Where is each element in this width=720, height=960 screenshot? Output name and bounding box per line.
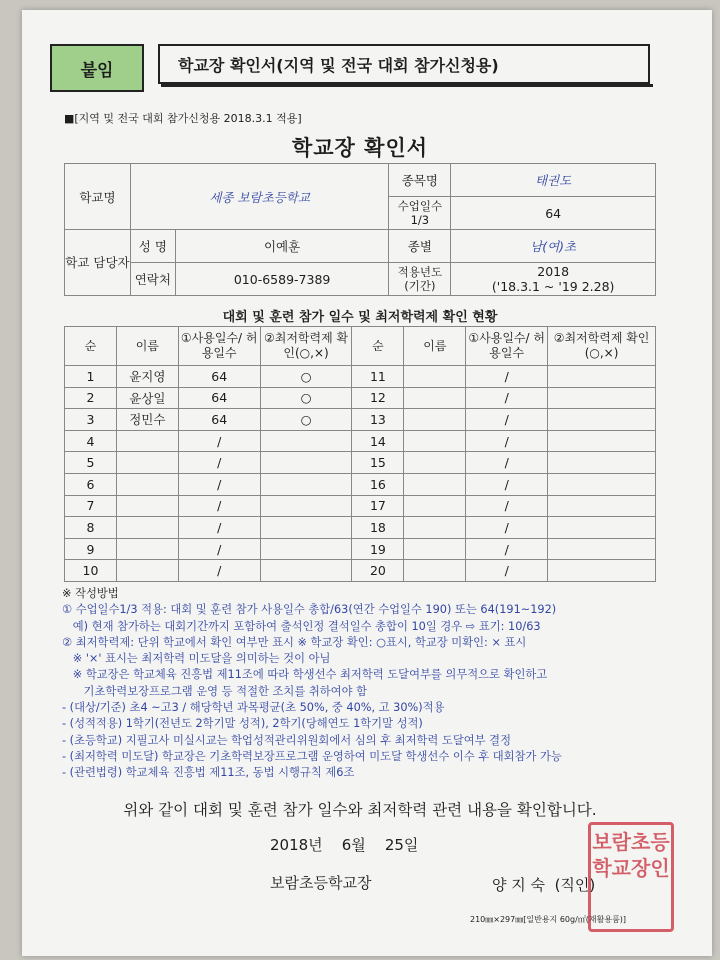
roster-cell-no: 17 bbox=[352, 495, 404, 517]
roster-cell-days: / bbox=[178, 430, 260, 452]
instruction-line: - (초등학교) 지필고사 미실시교는 학업성적관리위원회에서 심의 후 최저학력 도달여부 결정 bbox=[62, 733, 511, 747]
roster-cell-name bbox=[116, 517, 178, 539]
roster-cell-days: / bbox=[178, 495, 260, 517]
roster-cell-days: / bbox=[466, 409, 548, 431]
roster-cell-name bbox=[404, 409, 466, 431]
info-table bbox=[64, 163, 656, 296]
roster-cell-name bbox=[404, 452, 466, 474]
roster-cell-name bbox=[404, 495, 466, 517]
instruction-line: ※ 학교장은 학교체육 진흥법 제11조에 따라 학생선수 최저학력 도달여부를 의무적으로 확인하고 bbox=[62, 668, 548, 682]
roster-cell-days: / bbox=[466, 452, 548, 474]
table-row bbox=[65, 473, 656, 495]
document-title: 학교장 확인서 bbox=[291, 136, 429, 160]
contact-value: 010-6589-7389 bbox=[175, 263, 389, 296]
roster-cell-grade bbox=[548, 538, 656, 560]
header-no: 순 bbox=[352, 327, 404, 366]
table-row bbox=[65, 560, 656, 582]
roster-cell-grade: ○ bbox=[260, 366, 352, 388]
roster-cell-days: 64 bbox=[178, 409, 260, 431]
roster-cell-grade bbox=[260, 473, 352, 495]
staff-label: 학교 담당자 bbox=[65, 230, 131, 296]
school-head-title: 보람초등학교장 bbox=[270, 874, 372, 892]
instructions bbox=[62, 586, 672, 782]
table-row bbox=[65, 452, 656, 474]
roster-cell-grade bbox=[548, 452, 656, 474]
roster-cell-name bbox=[116, 473, 178, 495]
instruction-line: - (최저학력 미도달) 학교장은 기초학력보장프로그램 운영하여 미도달 학생선수 이수 후 대회참가 가능 bbox=[62, 749, 562, 763]
roster-cell-grade bbox=[260, 495, 352, 517]
seal-label: (직인) bbox=[554, 876, 596, 894]
roster-table bbox=[64, 326, 656, 582]
roster-cell-name bbox=[404, 430, 466, 452]
roster-cell-no: 16 bbox=[352, 473, 404, 495]
roster-cell-days: / bbox=[466, 538, 548, 560]
roster-cell-name bbox=[116, 430, 178, 452]
roster-cell-name bbox=[116, 538, 178, 560]
instruction-line: ① 수업일수1/3 적용: 대회 및 훈련 참가 사용일수 총합/63(연간 수업일수 190) 또는 64(191~192) bbox=[62, 603, 557, 617]
header-grade: ②최저학력제 확인(○,×) bbox=[260, 327, 352, 366]
header-days: ①사용일수/ 허용일수 bbox=[178, 327, 260, 366]
header-days: ①사용일수/ 허용일수 bbox=[466, 327, 548, 366]
roster-cell-name bbox=[404, 366, 466, 388]
year-cell bbox=[451, 263, 656, 296]
roster-cell-no: 1 bbox=[65, 366, 117, 388]
header-name: 이름 bbox=[116, 327, 178, 366]
roster-cell-grade bbox=[260, 560, 352, 582]
gender-value: 남(여)초 bbox=[451, 230, 656, 263]
roster-cell-no: 3 bbox=[65, 409, 117, 431]
roster-cell-days: / bbox=[466, 495, 548, 517]
contact-label: 연락처 bbox=[130, 263, 175, 296]
header-box: 학교장 확인서(지역 및 전국 대회 참가신청용) bbox=[158, 44, 650, 84]
roster-cell-days: / bbox=[178, 538, 260, 560]
school-label: 학교명 bbox=[65, 164, 131, 230]
header-name: 이름 bbox=[404, 327, 466, 366]
roster-cell-no: 14 bbox=[352, 430, 404, 452]
roster-cell-no: 10 bbox=[65, 560, 117, 582]
roster-cell-grade bbox=[548, 517, 656, 539]
name-value: 이예훈 bbox=[175, 230, 389, 263]
official-seal-stamp: 보람초등 학교장인 bbox=[588, 822, 674, 932]
event-label: 종목명 bbox=[389, 164, 451, 197]
roster-cell-name: 정민수 bbox=[116, 409, 178, 431]
table-row bbox=[65, 538, 656, 560]
table-row bbox=[65, 409, 656, 431]
roster-cell-days: / bbox=[178, 473, 260, 495]
roster-cell-grade bbox=[548, 366, 656, 388]
roster-cell-name bbox=[404, 560, 466, 582]
table-row bbox=[65, 495, 656, 517]
roster-cell-days: / bbox=[178, 560, 260, 582]
roster-cell-grade bbox=[548, 495, 656, 517]
instruction-line: ※ '×' 표시는 최저학력 미도달을 의미하는 것이 아님 bbox=[62, 652, 331, 666]
paper-spec-footer: 210㎜×297㎜[일반용지 60g/㎡(재활용품)] bbox=[470, 915, 627, 924]
roster-cell-no: 5 bbox=[65, 452, 117, 474]
roster-cell-days: / bbox=[466, 517, 548, 539]
roster-cell-grade: ○ bbox=[260, 409, 352, 431]
roster-cell-no: 18 bbox=[352, 517, 404, 539]
days-label: 수업일수 1/3 bbox=[389, 197, 451, 230]
roster-cell-name bbox=[116, 452, 178, 474]
roster-cell-days: / bbox=[466, 560, 548, 582]
roster-cell-days: 64 bbox=[178, 366, 260, 388]
instruction-line: 예) 현재 참가하는 대회기간까지 포함하여 출석인정 결석일수 총합이 10일 경우 ⇨ 표기: 10/63 bbox=[62, 619, 541, 633]
roster-cell-name bbox=[404, 387, 466, 409]
roster-cell-no: 9 bbox=[65, 538, 117, 560]
roster-cell-no: 11 bbox=[352, 366, 404, 388]
roster-cell-no: 7 bbox=[65, 495, 117, 517]
roster-cell-name: 윤지영 bbox=[116, 366, 178, 388]
roster-cell-grade bbox=[260, 452, 352, 474]
roster-cell-name: 윤상일 bbox=[116, 387, 178, 409]
roster-cell-name bbox=[116, 495, 178, 517]
roster-cell-no: 2 bbox=[65, 387, 117, 409]
roster-cell-no: 12 bbox=[352, 387, 404, 409]
gender-label: 종별 bbox=[389, 230, 451, 263]
roster-cell-grade bbox=[548, 473, 656, 495]
year-value: 2018 bbox=[537, 264, 570, 279]
roster-cell-grade bbox=[260, 517, 352, 539]
roster-cell-days: / bbox=[466, 473, 548, 495]
header-no: 순 bbox=[65, 327, 117, 366]
roster-cell-no: 8 bbox=[65, 517, 117, 539]
subheader: ■[지역 및 전국 대회 참가신청용 2018.3.1 적용] bbox=[64, 112, 302, 125]
roster-cell-no: 4 bbox=[65, 430, 117, 452]
days-value: 64 bbox=[451, 197, 656, 230]
roster-cell-grade bbox=[260, 430, 352, 452]
instruction-line: ※ 작성방법 bbox=[62, 587, 119, 600]
roster-cell-name bbox=[116, 560, 178, 582]
roster-cell-grade bbox=[548, 409, 656, 431]
roster-cell-grade bbox=[548, 560, 656, 582]
roster-cell-days: / bbox=[466, 387, 548, 409]
roster-cell-grade: ○ bbox=[260, 387, 352, 409]
roster-cell-days: 64 bbox=[178, 387, 260, 409]
roster-cell-name bbox=[404, 538, 466, 560]
attachment-tag: 붙임 bbox=[50, 44, 144, 92]
instruction-line: 기초학력보장프로그램 운영 등 적절한 조치를 취하여야 함 bbox=[62, 684, 368, 698]
table-row bbox=[65, 387, 656, 409]
roster-cell-grade bbox=[548, 387, 656, 409]
roster-cell-days: / bbox=[466, 430, 548, 452]
year-label: 적용년도 (기간) bbox=[389, 263, 451, 296]
instruction-line: - (성적적용) 1학기(전년도 2학기말 성적), 2학기(당해연도 1학기말 성적) bbox=[62, 717, 423, 731]
roster-cell-days: / bbox=[178, 517, 260, 539]
roster-cell-no: 20 bbox=[352, 560, 404, 582]
roster-cell-no: 6 bbox=[65, 473, 117, 495]
signature-date: 2018년 6월 25일 bbox=[270, 836, 419, 854]
period-value: ('18.3.1 ~ '19 2.28) bbox=[491, 279, 615, 294]
school-value: 세종 보람초등학교 bbox=[130, 164, 389, 230]
instruction-line: ② 최저학력제: 단위 학교에서 확인 여부만 표시 ※ 학교장 확인: ○표시, 학교장 미확인: × 표시 bbox=[62, 635, 527, 649]
table-row bbox=[65, 517, 656, 539]
header-shadow bbox=[161, 84, 653, 87]
roster-cell-days: / bbox=[178, 452, 260, 474]
instruction-line: - (대상/기준) 초4 ~고3 / 해당학년 과목평균(초 50%, 중 40%, 고 30%)적용 bbox=[62, 701, 445, 715]
header-grade: ②최저학력제 확인(○,×) bbox=[548, 327, 656, 366]
roster-cell-name bbox=[404, 473, 466, 495]
name-label: 성 명 bbox=[130, 230, 175, 263]
section-title: 대회 및 훈련 참가 일수 및 최저학력제 확인 현황 bbox=[222, 310, 498, 325]
roster-cell-grade bbox=[260, 538, 352, 560]
roster-cell-days: / bbox=[466, 366, 548, 388]
roster-cell-no: 13 bbox=[352, 409, 404, 431]
roster-cell-grade bbox=[548, 430, 656, 452]
table-row bbox=[65, 430, 656, 452]
instruction-line: - (관련법령) 학교체육 진흥법 제11조, 동법 시행규칙 제6조 bbox=[62, 766, 355, 780]
roster-cell-no: 15 bbox=[352, 452, 404, 474]
confirmation-statement: 위와 같이 대회 및 훈련 참가 일수와 최저학력 관련 내용을 확인합니다. bbox=[123, 801, 597, 819]
roster-cell-no: 19 bbox=[352, 538, 404, 560]
table-row bbox=[65, 366, 656, 388]
principal-name: 양 지 숙 (직인) bbox=[492, 876, 596, 894]
event-value: 태권도 bbox=[451, 164, 656, 197]
roster-cell-name bbox=[404, 517, 466, 539]
